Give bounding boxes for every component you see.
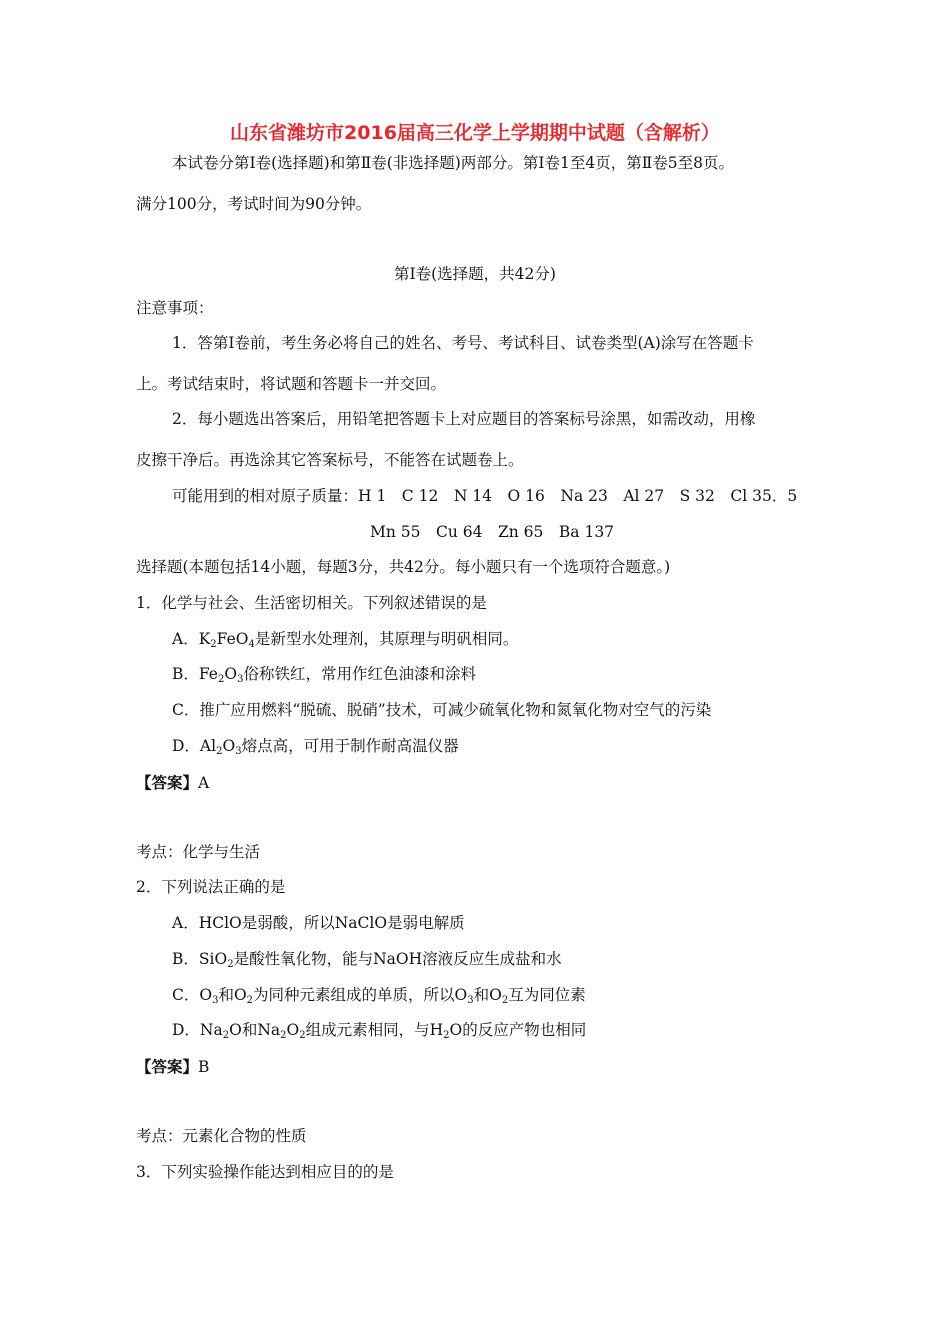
answer-value: A xyxy=(198,774,210,792)
question-1-stem: 1．化学与社会、生活密切相关。下列叙述错误的是 xyxy=(136,594,487,612)
question-1-option-b: B．$Fe_2O_3$俗称铁红，常用作红色油漆和涂料 xyxy=(172,665,476,685)
question-1-option-c: C．推广应用燃料“脱硫、脱硝”技术，可减少硫氧化物和氮氧化物对空气的污染 xyxy=(172,701,712,719)
notice-heading: 注意事项： xyxy=(136,299,214,317)
question-1-option-d: D．$Al_2O_3$熔点高，可用于制作耐高温仪器 xyxy=(172,737,459,757)
answer-value: B xyxy=(198,1058,210,1076)
question-2-answer xyxy=(136,1056,209,1078)
intro-line-1: 本试卷分第Ⅰ卷(选择题)和第Ⅱ卷(非选择题)两部分。第Ⅰ卷1至4页，第Ⅱ卷5至8页。 xyxy=(172,154,734,172)
atomic-mass-line-1: 可能用到的相对原子质量：H 1 C 12 N 14 O 16 Na 23 Al 27 S 32 Cl 35．5 xyxy=(172,487,798,505)
question-2-option-a: A．HClO是弱酸，所以NaClO是弱电解质 xyxy=(172,914,465,932)
notice-item-1-cont: 上。考试结束时，将试题和答题卡一并交回。 xyxy=(136,375,447,393)
intro-line-2: 满分100分，考试时间为90分钟。 xyxy=(136,195,372,213)
atomic-mass-line-2: Mn 55 Cu 64 Zn 65 Ba 137 xyxy=(370,523,615,541)
question-2-option-c: C．$O_3$和$O_2$为同种元素组成的单质，所以$O_3$和$O_2$互为同位素 xyxy=(172,986,586,1006)
notice-item-2-cont: 皮擦干净后。再选涂其它答案标号，不能答在试题卷上。 xyxy=(136,451,524,469)
question-2-option-d: D．$Na_2O$和$Na_2O_2$组成元素相同，与$H_2O$的反应产物也相同 xyxy=(172,1021,587,1041)
notice-item-1: 1．答第Ⅰ卷前，考生务必将自己的姓名、考号、考试科目、试卷类型(A)涂写在答题卡 xyxy=(172,334,754,352)
question-2-option-b: B．SiO$_2$是酸性氧化物，能与NaOH溶液反应生成盐和水 xyxy=(172,950,562,970)
notice-item-2: 2．每小题选出答案后，用铅笔把答题卡上对应题目的答案标号涂黑，如需改动，用橡 xyxy=(172,410,756,428)
question-3-stem: 3．下列实验操作能达到相应目的的是 xyxy=(136,1163,394,1181)
question-2-stem: 2．下列说法正确的是 xyxy=(136,878,286,896)
question-1-answer xyxy=(136,772,209,794)
document-title: 山东省潍坊市2016届高三化学上学期期中试题（含解析） xyxy=(230,122,720,144)
choice-section-intro: 选择题(本题包括14小题，每题3分，共42分。每小题只有一个选项符合题意。) xyxy=(136,558,671,576)
answer-label: 【答案】 xyxy=(136,1057,199,1076)
question-1-topic: 考点：化学与生活 xyxy=(136,843,261,861)
question-1-option-a: A．$K_2FeO_4$是新型水处理剂，其原理与明矾相同。 xyxy=(172,630,519,650)
answer-label: 【答案】 xyxy=(136,773,199,792)
section-heading: 第Ⅰ卷(选择题，共42分) xyxy=(394,265,556,283)
question-2-topic: 考点：元素化合物的性质 xyxy=(136,1127,307,1145)
